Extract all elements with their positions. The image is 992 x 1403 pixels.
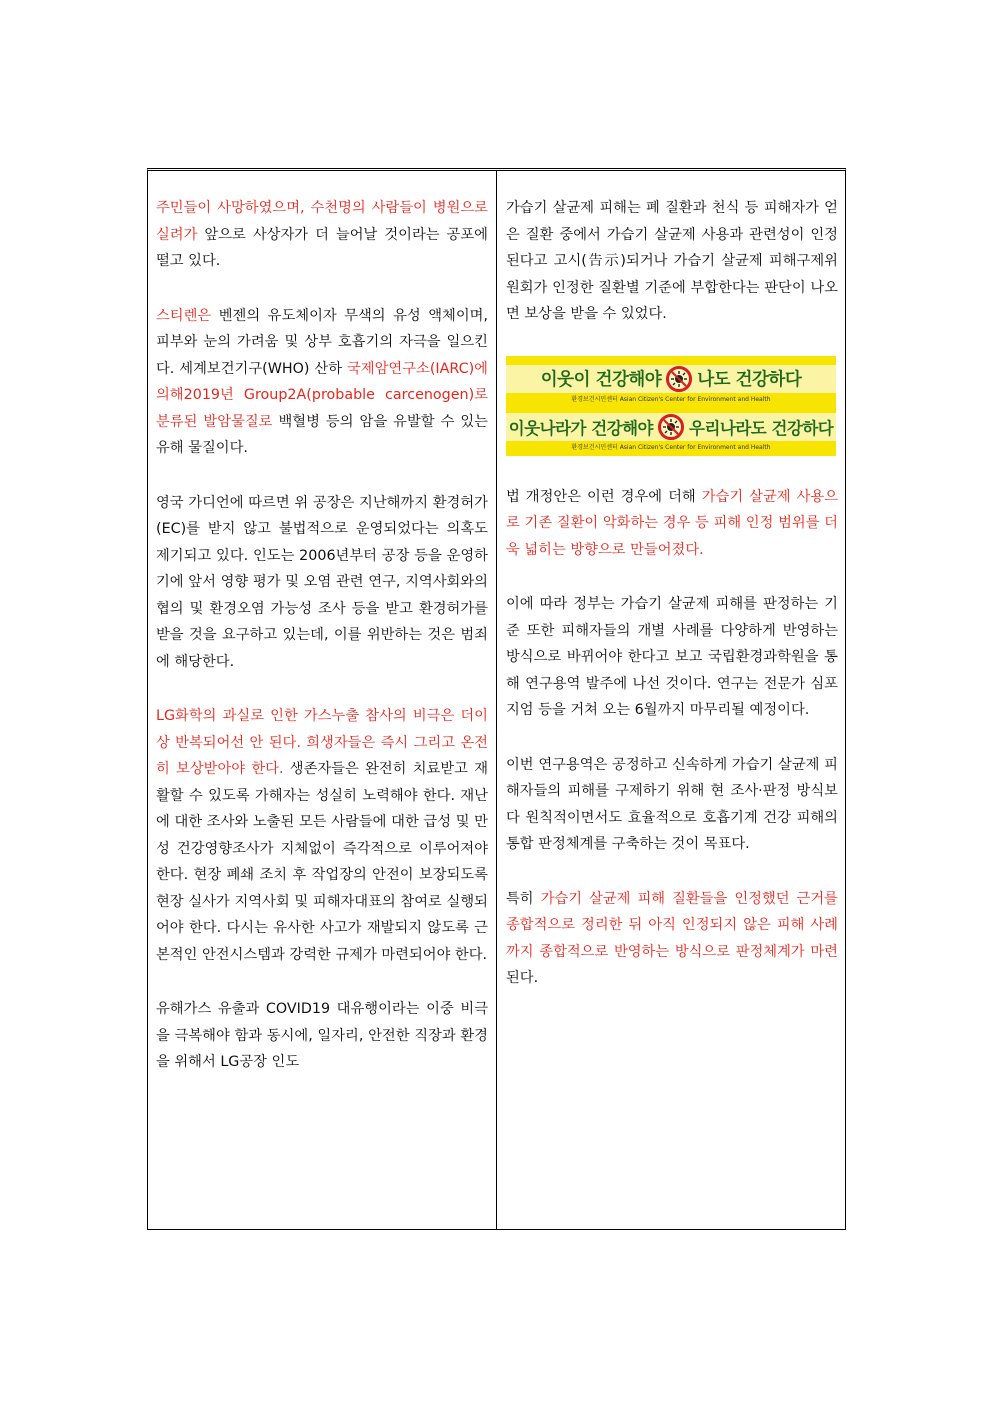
column-divider bbox=[496, 171, 497, 1229]
no-virus-icon bbox=[666, 366, 692, 392]
text-run: 앞으로 사상자가 더 늘어날 것이라는 공포에 떨고 있다. bbox=[156, 226, 488, 269]
campaign-banner bbox=[506, 356, 836, 456]
paragraph bbox=[156, 703, 488, 968]
text-run: 유해가스 유출과 COVID19 대유행이라는 이중 비극을 극복해야 함과 동시에, 일자리, 안전한 직장과 환경을 위해서 LG공장 인도 bbox=[156, 1001, 488, 1070]
highlighted-text: LG화학의 과실로 인한 가스누출 참사의 비극은 더이상 반복되어선 안 된다. 희생자들은 즉시 그리고 온전히 보상받아야 한다. bbox=[156, 708, 488, 777]
highlighted-text: 가습기 살균제 사용으로 기존 질환이 악화하는 경우 등 피해 인정 범위를 더욱 넓히는 방향으로 만들어졌다. bbox=[506, 488, 839, 558]
highlighted-text: 스티렌은 bbox=[156, 307, 212, 324]
text-run: 영국 가디언에 따르면 위 공장은 지난해까지 환경허가(EC)를 받지 않고 불법적으로 운영되었다는 의혹도 제기되고 있다. 인도는 2006년부터 공장 등을 운영하기에 앞서 영향 평가 및 오염 관련 연구, 지역사회와의 협의 및 환경오염 가능성 조사 등을 받고 환경허가를 받을 것을 요구하고 있는데, 이를 위반하는 것은 범죄에 해당한다. bbox=[156, 494, 488, 670]
text-run: 법 개정안은 이런 경우에 더해 bbox=[506, 488, 702, 505]
banner-line1-left: 이웃이 건강해야 bbox=[540, 370, 662, 390]
banner-subline-1: 환경보건시민센터 Asian Citizen's Center for Environment and Health bbox=[571, 395, 771, 403]
text-run: 이에 따라 정부는 가습기 살균제 피해를 판정하는 기준 또한 피해자들의 개별 사례를 다양하게 반영하는 방식으로 바뀌어야 한다고 보고 국립환경과학원을 통해 연구용역 발주에 나선 것이다. 연구는 전문가 심포지엄 등을 거쳐 오는 6월까지 마무리될 예정이다. bbox=[506, 596, 838, 718]
text-run: 특히 bbox=[506, 890, 541, 907]
paragraph bbox=[156, 195, 488, 275]
highlighted-text: 국제암연구소(IARC)에 의해2019년 Group2A(probable carcenogen)로 분류된 발암물질로 bbox=[156, 360, 488, 430]
text-run: 생존자들은 완전히 치료받고 재활할 수 있도록 가해자는 성실히 노력해야 한다. 재난에 대한 조사와 노출된 모든 사람들에 대한 급성 및 만성 건강영향조사가 지체없이 즉각적으로 이루어져야 한다. 현장 폐쇄 조치 후 작업장의 안전이 보장되도록 현장 실사가 지역사회 및 피해자대표의 참여로 실행되어야 한다. 다시는 유사한 사고가 재발되지 않도록 근본적인 안전시스템과 강력한 규제가 마련되어야 한다. bbox=[156, 761, 489, 963]
left-column bbox=[156, 195, 488, 1104]
highlighted-text: 가습기 살균제 피해 질환들을 인정했던 근거를 종합적으로 정리한 뒤 아직 인정되지 않은 피해 사례까지 종합적으로 반영하는 방식으로 판정체계가 마련 bbox=[506, 890, 838, 960]
banner-line2-left: 이웃나라가 건강해야 bbox=[508, 418, 653, 438]
banner-line-1 bbox=[506, 365, 836, 393]
text-run: 백혈병 등의 암을 유발할 수 있는 유해 물질이다. bbox=[156, 413, 488, 456]
two-column-table bbox=[147, 168, 846, 1230]
banner-line2-right: 우리나라도 건강하다 bbox=[689, 418, 834, 438]
paragraph bbox=[506, 195, 838, 328]
right-column bbox=[506, 195, 838, 1020]
text-run: 벤젠의 유도체이자 무색의 유성 액체이며, 피부와 눈의 가려움 및 상부 호흡기의 자극을 일으킨다. 세계보건기구(WHO) 산하 bbox=[156, 307, 488, 377]
banner-line-2 bbox=[506, 413, 836, 441]
paragraph bbox=[506, 591, 838, 724]
paragraph bbox=[506, 886, 838, 992]
banner-line1-right: 나도 건강하다 bbox=[697, 370, 802, 390]
no-virus-icon bbox=[658, 414, 684, 440]
paragraph bbox=[156, 996, 488, 1076]
text-run: 가습기 살균제 피해는 폐 질환과 천식 등 피해자가 얻은 질환 중에서 가습기 살균제 사용과 관련성이 인정된다고 고시(告示)되거나 가습기 살균제 피해구제위원회가 인정한 질환별 기준에 부합한다는 판단이 나오면 보상을 받을 수 있었다. bbox=[506, 200, 838, 322]
banner-subline-2: 환경보건시민센터 Asian Citizen's Center for Environment and Health bbox=[571, 443, 771, 451]
highlighted-text: 주민들이 사망하였으며, 수천명의 사람들이 병원으로 실려가 bbox=[156, 200, 488, 243]
paragraph bbox=[506, 752, 838, 858]
text-run: 이번 연구용역은 공정하고 신속하게 가습기 살균제 피해자들의 피해를 구제하기 위해 현 조사·판정 방식보다 원칙적이면서도 효율적으로 호흡기계 건강 피해의 통합 판정체계를 구축하는 것이 목표다. bbox=[506, 756, 838, 852]
paragraph bbox=[156, 303, 488, 462]
paragraph bbox=[506, 484, 838, 564]
text-run: 된다. bbox=[506, 970, 539, 986]
paragraph bbox=[156, 490, 488, 676]
